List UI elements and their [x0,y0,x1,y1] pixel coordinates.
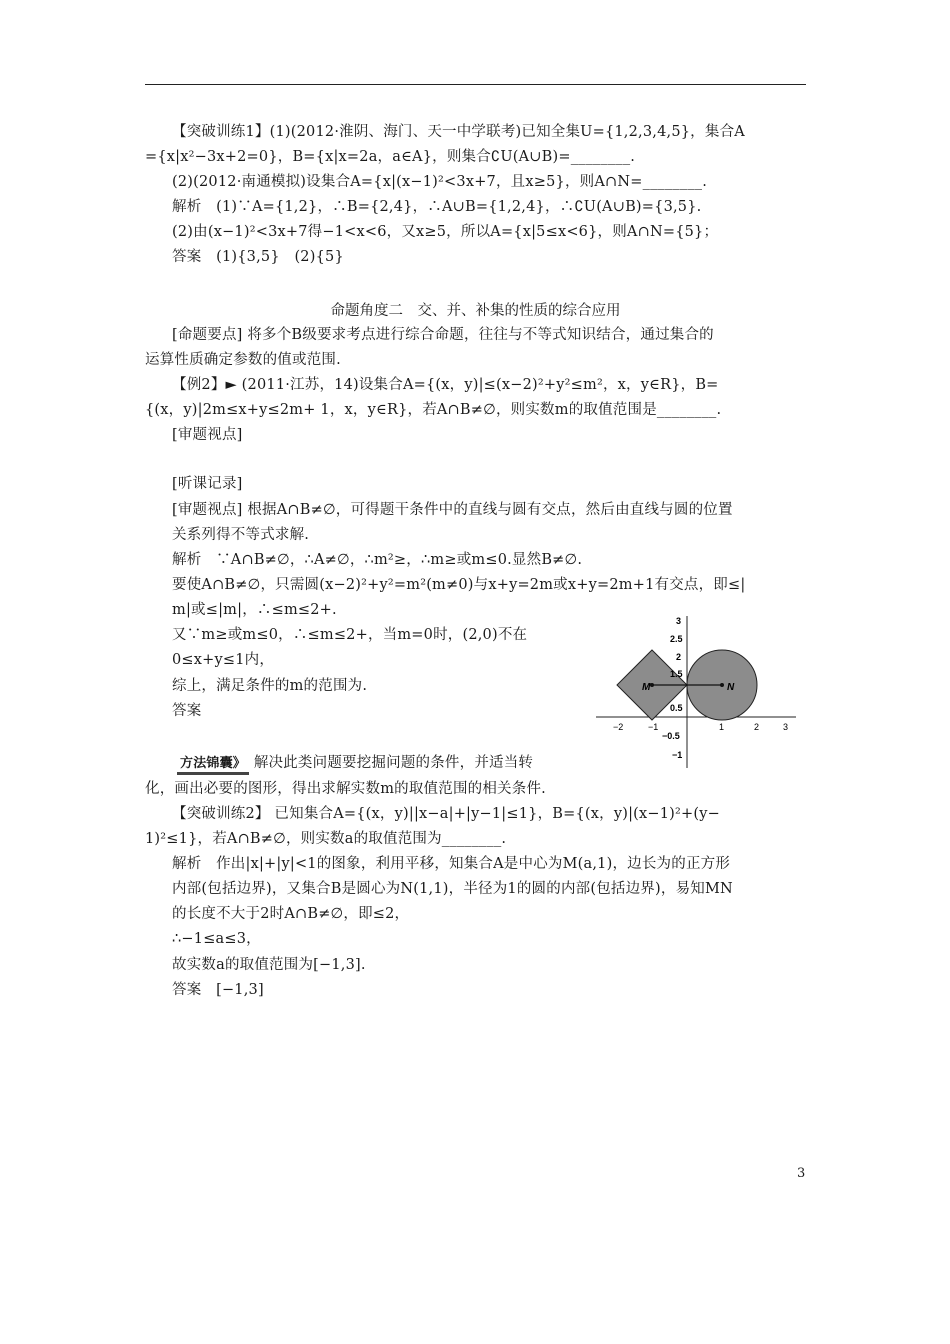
x-tick: −2 [613,722,624,732]
text-line-29: 的长度不大于2时A∩B≠∅，即≤2， [172,906,410,922]
text-line-24: 化，画出必要的图形，得出求解实数m的取值范围的相关条件. [145,781,546,797]
text-line-20: 0≤x+y≤1内， [172,652,275,668]
text-line-22: 答案 [172,703,202,719]
method-line [177,753,533,775]
text-line-14: [审题视点] 根据A∩B≠∅，可得题干条件中的直线与圆有交点，然后由直线与圆的位置 [172,502,733,518]
section-heading: 命题角度二 交、并、补集的性质的综合应用 [330,303,621,319]
point-N [720,683,724,687]
text-line-19: 又∵m≥或m≤0，∴≤m≤2+，当m=0时，(2,0)不在 [172,627,528,643]
method-text: 解决此类问题要挖掘问题的条件，并适当转 [253,755,534,771]
method-badge: 方法锦囊》 [177,755,249,775]
text-line-32: 答案 [−1,3] [172,982,264,998]
text-line-2: ={x|x²−3x+2=0}，B={x|x=2a，a∈A}，则集合∁U(A∪B)=________. [145,149,636,165]
y-tick: 0.5 [670,703,683,713]
text-line-15: 关系列得不等式求解. [172,527,310,543]
x-tick: −1 [648,722,659,732]
text-line-8: [命题要点] 将多个B级要求考点进行综合命题，往往与不等式知识结合，通过集合的 [172,327,714,343]
x-tick: 2 [754,722,760,732]
text-line-5: (2)由(x−1)²<3x+7得−1<x<6，又x≥5，所以A={x|5≤x<6}，则A∩N={5}； [172,224,719,240]
y-tick: 3 [676,616,682,626]
text-line-16: 解析 ∵A∩B≠∅，∴A≠∅，∴m²≥，∴m≥或m≤0.显然B≠∅. [172,552,583,568]
text-line-17: 要使A∩B≠∅，只需圆(x−2)²+y²=m²(m≠0)与x+y=2m或x+y=2m+1有交点，即≤| [172,577,746,593]
label-N: N [727,682,735,693]
y-tick: −1 [672,750,683,760]
y-tick: 2.5 [670,634,683,644]
text-line-18: m|或≤|m|，∴≤m≤2+. [172,602,337,618]
text-line-28: 内部(包括边界)，又集合B是圆心为N(1,1)，半径为1的圆的内部(包括边界)，易知MN [172,881,733,897]
y-tick: 1.5 [670,669,683,679]
text-line-13: [听课记录] [172,476,243,492]
x-tick: 1 [719,722,725,732]
text-line-9: 运算性质确定参数的值或范围. [145,352,341,368]
text-line-3: (2)(2012·南通模拟)设集合A={x|(x−1)²<3x+7，且x≥5}，则A∩N=________. [172,174,708,190]
label-M: M [642,682,651,693]
point-M [650,683,654,687]
text-line-12: [审题视点] [172,427,243,443]
x-tick: 3 [783,722,789,732]
text-line-27: 解析 作出|x|+|y|<1的图象，利用平移，知集合A是中心为M(a,1)，边长为的正方形 [172,856,731,872]
text-line-21: 综上，满足条件的m的范围为. [172,678,368,694]
y-tick: 2 [676,652,682,662]
text-line-11: {(x，y)|2m≤x+y≤2m+ 1，x，y∈R}，若A∩B≠∅，则实数m的取值范围是________. [145,402,722,418]
text-line-30: ∴−1≤a≤3， [172,931,261,947]
page-number: 3 [797,1166,806,1181]
text-line-4: 解析 (1)∵A={1,2}，∴B={2,4}，∴A∪B={1,2,4}，∴∁U(A∪B)={3,5}. [172,199,702,215]
set-diagram [590,612,800,772]
text-line-6: 答案 (1){3,5} (2){5} [172,249,344,265]
text-line-10: 【例2】► (2011·江苏，14)设集合A={(x，y)|≤(x−2)²+y²≤m²，x，y∈R}，B= [172,377,719,393]
header-rule [145,84,806,85]
text-line-25: 【突破训练2】 已知集合A={(x，y)||x−a|+|y−1|≤1}，B={(x，y)|(x−1)²+(y− [172,806,721,822]
y-tick: −0.5 [662,731,680,741]
text-line-31: 故实数a的取值范围为[−1,3]. [172,957,366,973]
text-line-26: 1)²≤1}，若A∩B≠∅，则实数a的取值范围为________. [145,831,507,847]
text-line-1: 【突破训练1】(1)(2012·淮阴、海门、天一中学联考)已知全集U={1,2,3,4,5}，集合A [172,124,745,140]
